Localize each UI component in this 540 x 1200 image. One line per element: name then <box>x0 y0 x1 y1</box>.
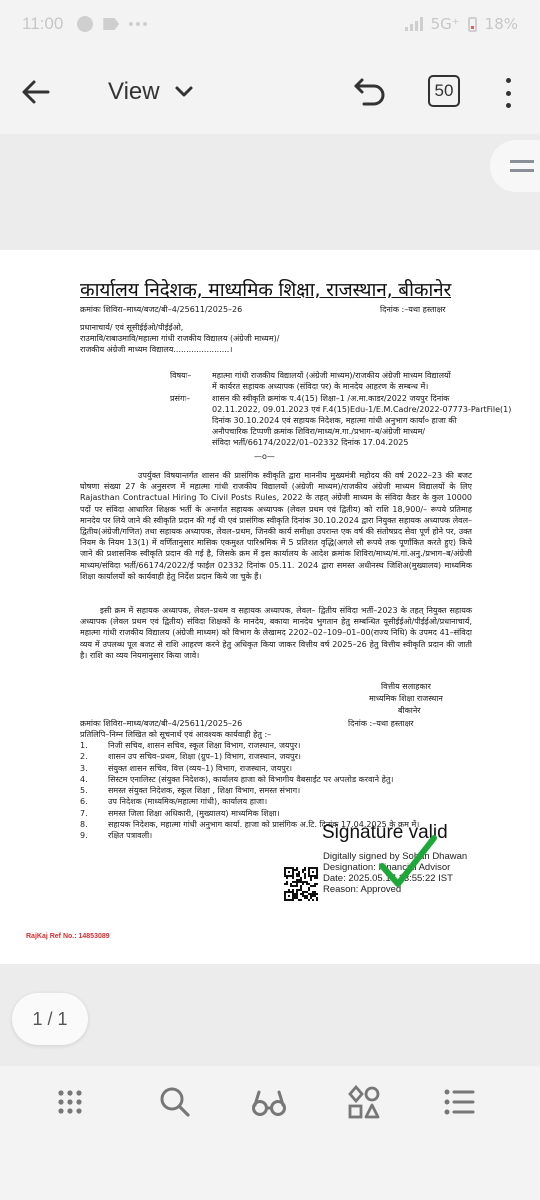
body-paragraph: इसी क्रम में सहायक अध्यापक, लेवल–प्रथम व सहायक अध्यापक, लेवल– द्वितीय संविदा भर्ती–2023 के तहत् नियुक्त सहायक अध्यापक (लेवल प्रथम एवं द्वितीय) संविदा शिक्षकों के मानदेय, बकाया मानदेय भुगतान हेतु सम्बन्धित यूसीईईओ/पीईईओ/प्रधानाचार्य, महात्मा गांधी राजकीय विद्यालय (अंग्रेजी माध्यम) को विभाग के लेखामद 2202–02–109–01–00(राज्य निधि) के उपमद 41–संविदा व्यय में उपलब्ध पूल बजट से राशि आहरण करने हेतु अधिकृत किया जाकर वित्तीय वर्ष 2025–26 हेतु वित्तीय स्वीकृति प्रदान की जाती है। राशि का व्यय नियमानुसार किया जावे। <box>80 606 472 660</box>
addressee-line: राजकीय अंग्रेजी माध्यम विद्यालय......................। <box>80 345 233 354</box>
document-title: कार्यालय निदेशक, माध्यमिक शिक्षा, राजस्थान, बीकानेर <box>80 279 452 301</box>
copy-list-text: सहायक निदेशक, महात्मा गांधी अनुभाग कार्या. हाजा को प्रासंगिक अ.टि. दिनांक 17.04.2025 के क्रम में। <box>108 820 420 830</box>
copy-list-text: निजी सचिव, शासन सचिव, स्कूल शिक्षा विभाग, राजस्थान, जयपुर। <box>108 741 301 750</box>
top-toolbar <box>0 48 540 134</box>
copy-list-item <box>80 785 490 796</box>
tag-icon <box>103 18 119 30</box>
tools-shapes-icon[interactable] <box>346 1084 382 1120</box>
status-time: 11:00 <box>22 14 64 33</box>
status-bar <box>0 0 540 48</box>
more-options-icon[interactable] <box>500 78 516 108</box>
copy-list-number: 6. <box>80 797 88 807</box>
copy-list-text: संयुक्त शासन सचिव, वित्त (व्यय–1) विभाग, राजस्थान, जयपुर। <box>108 763 293 773</box>
page-count-button[interactable]: 50 <box>428 75 460 107</box>
copy-list-item <box>80 740 490 751</box>
battery-level: 18% <box>484 15 518 33</box>
document-page <box>0 250 540 964</box>
copy-list-text: उप निदेशक (माध्यमिक/महात्मा गांधी), कार्यालय हाजा। <box>108 797 268 807</box>
view-mode-dropdown[interactable] <box>108 74 194 110</box>
copy-list-number: 3. <box>80 763 88 773</box>
copy-list-text: रक्षित पत्रावली। <box>108 831 153 841</box>
copy-list-text: समस्त संयुक्त निदेशक, स्कूल शिक्षा , शिक्षा विभाग, समस्त संभाग। <box>108 786 301 796</box>
signal-icon <box>405 17 423 31</box>
grid-view-icon[interactable] <box>52 1084 88 1120</box>
copy-list-item <box>80 763 490 774</box>
subject-text: में कार्यरत सहायक अध्यापक (संविदा पर) के मानदेय आहरण के सम्बन्ध में। <box>212 382 429 391</box>
notification-icon <box>77 16 93 32</box>
copy-list-number: 7. <box>80 808 88 818</box>
signature-date: Date: 2025.05.17 13:55:22 IST <box>323 873 453 884</box>
subject-label: विषयः– <box>170 371 192 380</box>
side-panel-handle[interactable] <box>490 140 540 192</box>
signatory-title: वित्तीय सलाहकार <box>381 682 431 691</box>
reference-number: क्रमांकः शिविरा–माध्य/बजट/बी–4/25611/2025–26 <box>80 719 243 728</box>
reference-text: अनौपचारिक टिप्पणी क्रमांक शिविरा/माध्य/म.गा./प्रभाग–ब/अंग्रेजी माध्यम/ <box>212 427 426 436</box>
checkmark-icon <box>378 834 438 890</box>
reference-text: 02.11.2022, 09.01.2023 एवं F.4(15)Edu-1/E.M.Cadre/2022-07773-PartFile(1) <box>212 405 512 414</box>
subject-text: महात्मा गांधी राजकीय विद्यालयों (अंग्रेजी माध्यम)/राजकीय अंग्रेजी माध्यम विद्यालयों <box>212 371 451 380</box>
reference-number: क्रमांकः शिविरा–माध्य/बजट/बी–4/25611/2025–26 <box>80 305 243 314</box>
reference-text: संविदा भर्ती/66174/2022/01–02332 दिनांक 17.04.2025 <box>212 438 409 447</box>
signature-signed-by: Digitally signed by Sohan Dhawan <box>323 851 468 862</box>
signature-designation: Designation: Financial Advisor <box>323 862 451 873</box>
copy-list-item <box>80 774 490 785</box>
reference-text: शासन की स्वीकृति क्रमांक प.4(15) शिक्षा–1 /अ.मा.काडर/2022 जयपुर दिनांक <box>212 394 450 403</box>
signatory-title: माध्यमिक शिक्षा राजस्थान <box>369 694 443 703</box>
copy-list-number: 2. <box>80 752 88 762</box>
reference-date: दिनांक :–यथा हस्ताक्षर <box>348 719 414 728</box>
search-icon[interactable] <box>157 1084 193 1120</box>
addressee-line: प्रधानाचार्य/ एवं सूसीईईओ/पीईईओ, <box>80 323 184 332</box>
copy-list-item <box>80 796 490 807</box>
copy-list-text: सिस्टम एनालिस्ट (संयुक्त निदेशक), कार्यालय हाजा को विभागीय वैबसाईट पर अपलोड करवाने हेतु। <box>108 774 394 784</box>
reference-text: दिनांक 30.10.2024 एवं सहायक निदेशक, महात्मा गांधी अनुभाग कार्या० हाजा की <box>212 416 457 425</box>
copy-list-number: 5. <box>80 786 88 796</box>
undo-icon[interactable] <box>352 74 390 110</box>
copy-heading: प्रतिलिपि–निम्न लिखित को सूचनार्थ एवं आवश्यक कार्यवाही हेतु :– <box>80 730 272 739</box>
back-arrow-icon[interactable] <box>18 74 54 110</box>
copy-list-text: शासन उप सचिव–प्रथम, शिक्षा (ग्रुप–1) विभाग, राजस्थान, जयपुर। <box>108 752 301 762</box>
reading-glasses-icon[interactable] <box>251 1084 287 1120</box>
reference-label: प्रसंगः– <box>170 394 191 403</box>
list-outline-icon[interactable] <box>441 1084 477 1120</box>
reference-date: दिनांक :–यथा हस्ताक्षर <box>380 305 446 314</box>
signatory-title: बीकानेर <box>398 706 421 715</box>
chevron-down-icon <box>174 85 194 99</box>
signature-reason: Reason: Approved <box>323 884 402 895</box>
qr-code-icon <box>284 867 318 901</box>
view-mode-label: View <box>108 78 160 105</box>
network-type: 5G⁺ <box>430 15 460 33</box>
body-paragraph: उपर्युक्त विषयान्तर्गत शासन की प्रासंगिक स्वीकृति द्वारा माननीय मुख्यमंत्री महोदय की वर्ष 2022–23 की बजट घोषणा संख्या 27 के अनुसरण में महात्मा गांधी राजकीय विद्यालयों (अंग्रेजी माध्यम)/राजकीय अंग्रेजी माध्यम विद्यालयों के लिए Rajasthan Contractual Hiring To Civil Posts Rules, 2022 के तहत् अंग्रेजी माध्यम के संविदा कैडर के कुल 10000 पदों पर संविदा आधारित शिक्षक भर्ती के अन्तर्गत सहायक अध्यापक (लेवल प्रथम एवं द्वितीय) को राशि 18,900/– रूपये प्रतिमाह मानदेय पर लिये जाने की स्वीकृति प्रदान की गई थी एवं प्रासंगिक स्वीकृति दिनांक 30.10.2024 द्वारा नियुक्त सहायक अध्यापक लेवल–द्वितीय(अंग्रेजी/गणित) तथा सहायक अध्यापक, लेवल–प्रथम, जिनकी कार्य समीक्षा उपरान्त एक वर्ष की संतोषप्रद सेवा पूर्ण होने पर, उक्त नियम के नियम 13(1) में वर्णितानुसार मासिक एकमुश्त पारिश्रमिक में 5 प्रतिशत वृद्धि(अगले सौ रूपये तक पूर्णांकित करते हुए) किये जाने की प्रशासनिक स्वीकृति प्रदान की गई है, जिसके क्रम में इस कार्यालय के आदेश क्रमांक शिविरा/माध्य/मं.गां.अनु./प्रभाग–ब/अंग्रेजी माध्यम/संविदा भर्ती/66174/2022/ई फाईल 02332 दिनांक 05.11. 2024 द्वारा समस्त अधीनस्थ जिशिअ(मुख्यालय) माध्यमिक शिक्षा कार्यालयों को कार्यवाही हेतु निर्देश प्रदान किये जा चुके हैं। <box>80 471 472 581</box>
copy-list-item <box>80 808 490 819</box>
copy-list-item <box>80 751 490 762</box>
copy-list-number: 1. <box>80 741 88 750</box>
signature-valid-label: Signature valid <box>322 822 448 843</box>
copy-list-text: समस्त जिला शिक्षा अधिकारी, (मुख्यालय) माध्यमिक शिक्षा। <box>108 808 280 818</box>
copy-list-number: 9. <box>80 831 88 841</box>
battery-icon <box>468 17 477 32</box>
more-notifications-icon <box>129 22 147 26</box>
copy-list-number: 4. <box>80 774 88 784</box>
section-separator: —o— <box>254 452 275 461</box>
copy-list-number: 8. <box>80 820 88 830</box>
rajkaj-ref-number: RajKaj Ref No.: 14853089 <box>26 933 110 940</box>
page-indicator: 1 / 1 <box>12 993 88 1045</box>
bottom-toolbar <box>0 1066 540 1200</box>
addressee-line: राउमावि/राबाउमावि/महात्मा गांधी राजकीय विद्यालय (अंग्रेजी माध्यम)/ <box>80 334 280 343</box>
